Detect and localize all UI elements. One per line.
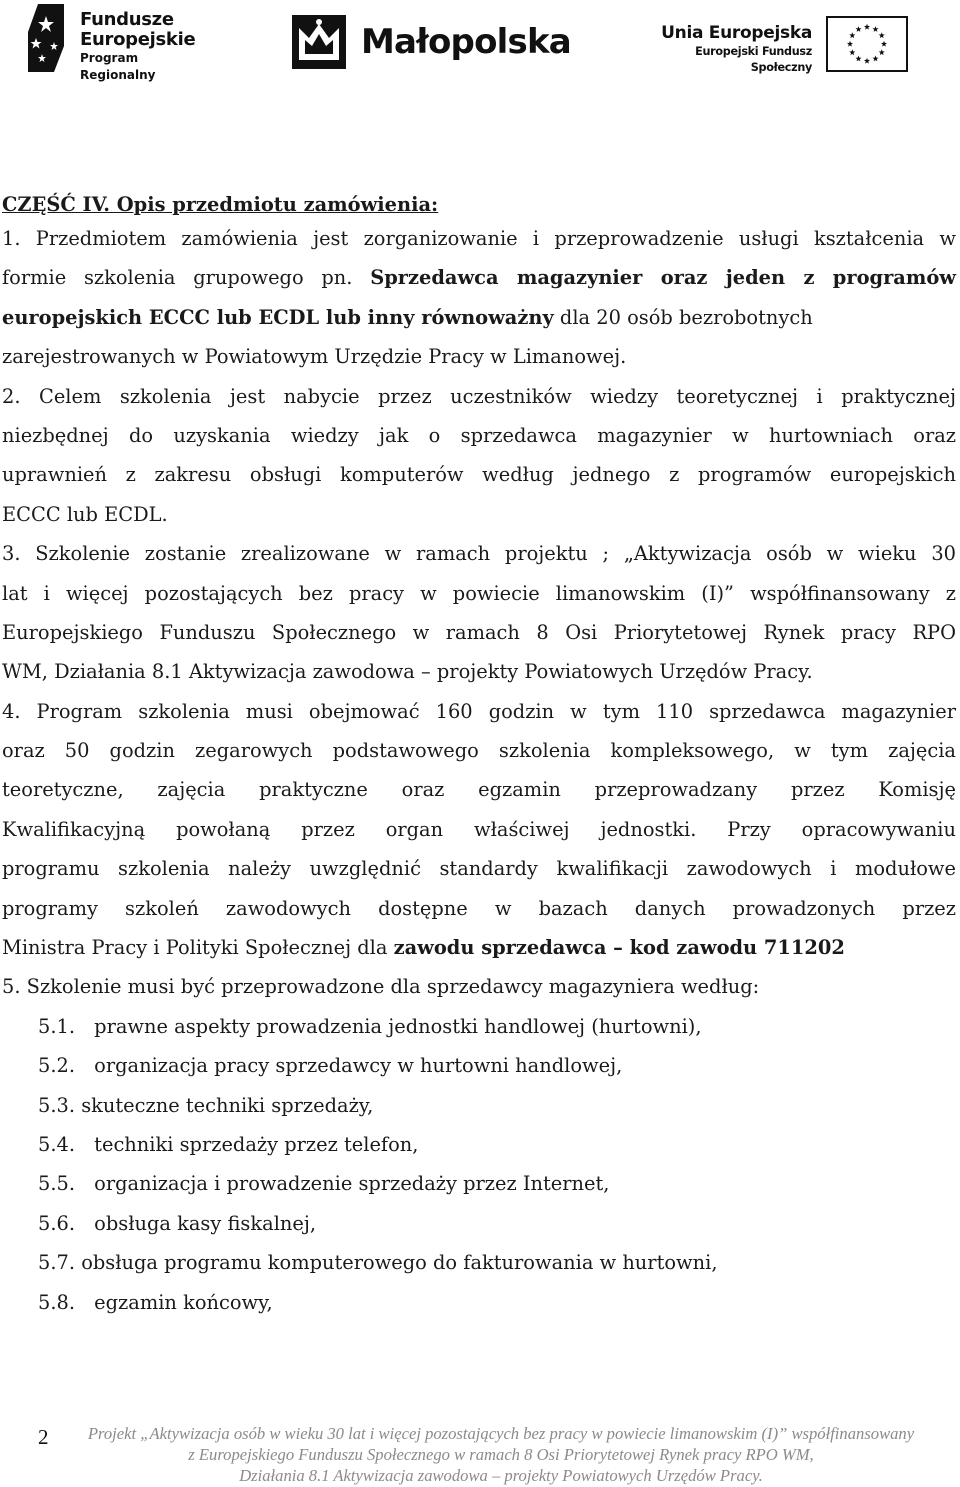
- list-item: [2, 1248, 956, 1287]
- paragraph-3: [2, 539, 956, 697]
- course-title-bold: Sprzedawca magazynier oraz jeden z programów: [370, 266, 956, 290]
- paragraph-2-line: niezbędnej do uzyskania wiedzy jak o sprzedawca magazynier w hurtowniach oraz: [2, 423, 956, 447]
- paragraph-3-line: 3. Szkolenie zostanie zrealizowane w ramach projektu ; „Aktywizacja osób w wieku 30: [2, 542, 956, 566]
- footer-line: z Europejskiego Funduszu Społecznego w ramach 8 Osi Priorytetowej Rynek pracy RPO WM,: [188, 1445, 814, 1464]
- paragraph-4-line: [2, 933, 956, 972]
- list-item-number: 5.3.: [38, 1093, 76, 1117]
- list-item-text: obsługa kasy fiskalnej,: [94, 1211, 317, 1235]
- list-item: [2, 1012, 956, 1051]
- list-item: [2, 1169, 956, 1208]
- paragraph-4-line: 4. Program szkolenia musi obejmować 160 godzin w tym 110 sprzedawca magazynier: [2, 699, 956, 723]
- list-item-number: 5.7.: [38, 1251, 76, 1275]
- paragraph-1-line: [2, 303, 956, 342]
- paragraph-1: [2, 224, 956, 382]
- unia-europejska-logo: [636, 14, 916, 72]
- paragraph-2-line: 2. Celem szkolenia jest nabycie przez uczestników wiedzy teoretycznej i praktycznej: [2, 384, 956, 408]
- paragraph-3-line: lat i więcej pozostających bez pracy w powiecie limanowskim (I)” współfinansowany z: [2, 581, 956, 605]
- paragraph-4-line: programy szkoleń zawodowych dostępne w bazach danych prowadzonych przez: [2, 896, 956, 920]
- fundusze-europejskie-emblem-icon: [24, 2, 68, 74]
- course-title-bold: europejskich ECCC lub ECDL lub inny równoważny: [2, 305, 554, 329]
- paragraph-4-line: Kwalifikacyjną powołaną przez organ właściwej jednostki. Przy opracowywaniu: [2, 817, 956, 841]
- paragraph-1-text: formie szkolenia grupowego pn.: [2, 266, 371, 290]
- malopolska-logo: [291, 14, 571, 72]
- paragraph-4-line: programu szkolenia należy uwzględnić standardy kwalifikacji zawodowych i modułowe: [2, 857, 956, 881]
- list-item-text: egzamin końcowy,: [94, 1290, 273, 1314]
- malopolska-emblem-icon: [291, 14, 347, 70]
- header-logos: [0, 0, 960, 80]
- malopolska-logo-text: Małopolska: [361, 22, 571, 62]
- paragraph-4-line: teoretyczne, zajęcia praktyczne oraz egzamin przeprowadzany przez Komisję: [2, 778, 956, 802]
- list-item: [2, 1091, 956, 1130]
- list-item-text: prawne aspekty prowadzenia jednostki handlowej (hurtowni),: [94, 1014, 702, 1038]
- paragraph-4-line: oraz 50 godzin zegarowych podstawowego szkolenia kompleksowego, w tym zajęcia: [2, 739, 956, 763]
- paragraph-1-line: 1. Przedmiotem zamówienia jest zorganizowanie i przeprowadzenie usługi kształcenia w: [2, 227, 956, 250]
- paragraph-5-intro: 5. Szkolenie musi być przeprowadzone dla sprzedawcy magazyniera według:: [2, 975, 760, 999]
- list-item: [2, 1051, 956, 1090]
- fe-logo-line1: Fundusze: [80, 9, 174, 30]
- occupation-code-bold: zawodu sprzedawca – kod zawodu 711202: [393, 936, 845, 960]
- list-item: [2, 1130, 956, 1169]
- list-item-number: 5.8.: [38, 1290, 76, 1314]
- paragraph-4: [2, 697, 956, 973]
- document-body: [2, 190, 956, 1327]
- fundusze-europejskie-logo: [24, 2, 214, 82]
- list-item-number: 5.1.: [38, 1014, 76, 1038]
- list-item: [2, 1288, 956, 1327]
- list-item-text: organizacja pracy sprzedawcy w hurtowni handlowej,: [94, 1054, 623, 1078]
- list-item-text: techniki sprzedaży przez telefon,: [94, 1132, 419, 1156]
- section-heading: CZĘŚĆ IV. Opis przedmiotu zamówienia:: [2, 193, 439, 216]
- list-item: [2, 1209, 956, 1248]
- list-item-number: 5.2.: [38, 1054, 76, 1078]
- fe-logo-line3: Program Regionalny: [80, 51, 156, 82]
- list-item-number: 5.4.: [38, 1132, 76, 1156]
- paragraph-3-line: Europejskiego Funduszu Społecznego w ramach 8 Osi Priorytetowej Rynek pracy RPO: [2, 620, 956, 644]
- paragraph-4-text: Ministra Pracy i Polityki Społecznej dla: [2, 936, 394, 960]
- page-number: 2: [38, 1425, 49, 1449]
- paragraph-1-line: zarejestrowanych w Powiatowym Urzędzie Pracy w Limanowej.: [2, 345, 627, 369]
- footer-project-note: [46, 1423, 956, 1486]
- list-item-text: obsługa programu komputerowego do fakturowania w hurtowni,: [81, 1251, 718, 1275]
- fe-logo-line2: Europejskie: [80, 29, 196, 50]
- training-topics-list: [2, 1012, 956, 1327]
- eu-flag-icon: [826, 16, 908, 72]
- paragraph-2-line: uprawnień z zakresu obsługi komputerów według jednego z programów europejskich: [2, 463, 956, 487]
- ue-logo-line1: Unia Europejska: [661, 23, 812, 43]
- list-item-number: 5.5.: [38, 1172, 76, 1196]
- page-footer: [0, 1422, 960, 1485]
- footer-line: Projekt „Aktywizacja osób w wieku 30 lat i więcej pozostających bez pracy w powiecie limanowskim (I)” współfinansowany: [87, 1424, 915, 1443]
- paragraph-1-line: [2, 263, 956, 302]
- paragraph-2-line: ECCC lub ECDL.: [2, 502, 168, 526]
- paragraph-3-line: WM, Działania 8.1 Aktywizacja zawodowa – projekty Powiatowych Urzędów Pracy.: [2, 660, 813, 684]
- paragraph-5: [2, 972, 956, 1327]
- paragraph-1-text: dla 20 osób bezrobotnych: [553, 305, 813, 329]
- list-item-number: 5.6.: [38, 1211, 76, 1235]
- paragraph-2: [2, 382, 956, 540]
- footer-line: Działania 8.1 Aktywizacja zawodowa – projekty Powiatowych Urzędów Pracy.: [239, 1466, 763, 1485]
- ue-logo-line2: Europejski Fundusz Społeczny: [695, 45, 812, 74]
- list-item-text: organizacja i prowadzenie sprzedaży przez Internet,: [94, 1172, 610, 1196]
- list-item-text: skuteczne techniki sprzedaży,: [81, 1093, 374, 1117]
